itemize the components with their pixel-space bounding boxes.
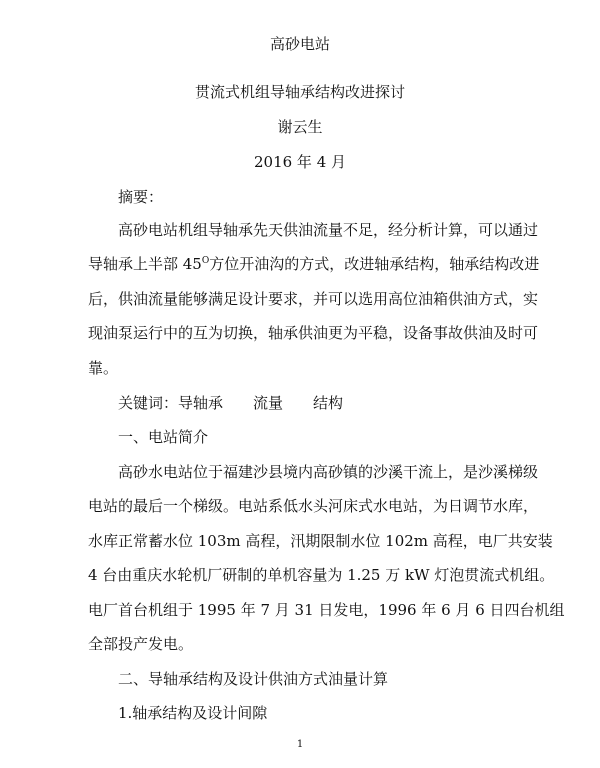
abstract-label: 摘要：: [118, 188, 164, 206]
abstract-line-3: 后，供油流量能够满足设计要求，并可以选用高位油箱供油方式，实: [88, 290, 539, 308]
section-1-line-6: 全部投产发电。: [88, 635, 194, 653]
degree-superscript: O: [201, 256, 210, 266]
publication-date: 2016 年 4 月: [253, 153, 347, 171]
section-1-heading: 一、电站简介: [118, 428, 209, 446]
section-1-line-1: 高砂水电站位于福建沙县境内高砂镇的沙溪干流上，是沙溪梯级: [118, 463, 539, 481]
keywords-line: [88, 393, 512, 413]
abstract-line-2: [88, 254, 540, 274]
article-title: 贯流式机组导轴承结构改进探讨: [194, 83, 405, 101]
abstract-line-1: 高砂电站机组导轴承先天供油流量不足，经分析计算，可以通过: [118, 221, 539, 239]
section-1-line-3: 水库正常蓄水位 103m 高程，汛期限制水位 102m 高程，电厂共安装: [88, 532, 553, 550]
section-1-line-2: 电站的最后一个梯级。电站系低水头河床式水电站，为日调节水库，: [88, 497, 539, 515]
author-name: 谢云生: [277, 118, 323, 136]
abstract-line-2-post: 方位开油沟的方式，改进轴承结构，轴承结构改进: [209, 255, 540, 273]
abstract-line-4: 现油泵运行中的互为切换，轴承供油更为平稳，设备事故供油及时可: [88, 324, 539, 342]
section-1-line-4: 4 台由重庆水轮机厂研制的单机容量为 1.25 万 kW 灯泡贯流式机组。: [88, 566, 555, 584]
section-2-heading: 二、导轴承结构及设计供油方式油量计算: [118, 670, 389, 688]
abstract-line-5: 靠。: [88, 359, 119, 377]
keyword-item: 流量: [253, 394, 284, 412]
station-name: 高砂电站: [269, 35, 330, 53]
subsection-heading: 1.轴承结构及设计间隙: [118, 704, 268, 722]
keyword-item: 导轴承: [178, 394, 224, 412]
keywords-label: 关键词：: [118, 394, 179, 412]
keyword-item: 结构: [313, 394, 344, 412]
page-number: 1: [296, 739, 304, 750]
abstract-line-2-pre: 导轴承上半部 45: [88, 255, 202, 273]
section-1-line-5: 电厂首台机组于 1995 年 7 月 31 日发电，1996 年 6 月 6 日四台机组: [88, 601, 565, 619]
